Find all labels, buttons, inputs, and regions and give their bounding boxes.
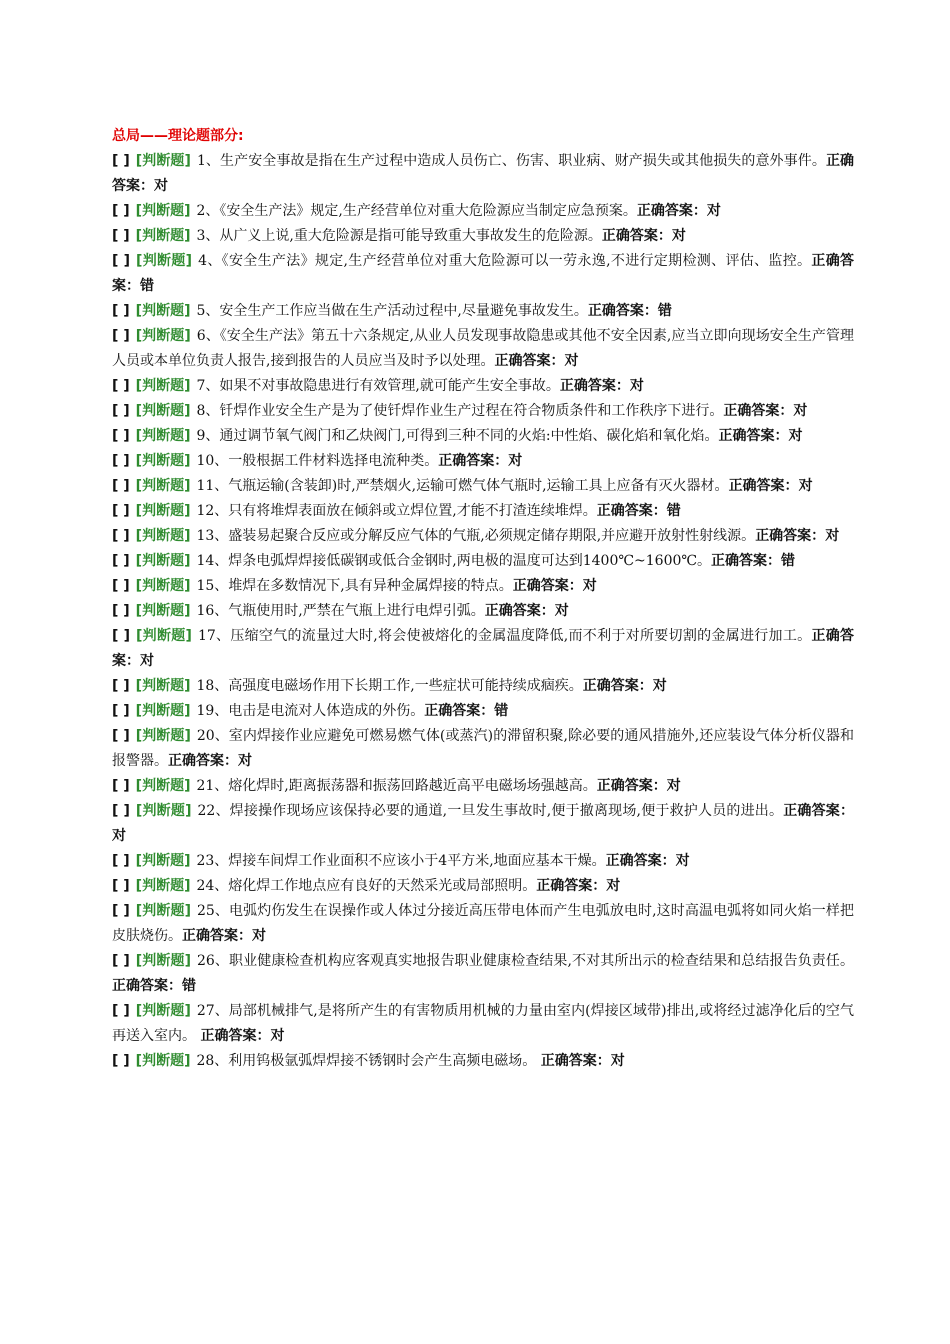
answer-bracket: [ ] <box>112 478 130 494</box>
answer-label: 正确答案： <box>540 1053 611 1069</box>
question-item <box>112 799 854 849</box>
question-text: 6、《安全生产法》第五十六条规定,从业人员发现事故隐患或其他不安全因素,应当立即向现场安全生产管理人员或本单位负责人报告,接到报告的人员应当及时予以处理。 <box>112 328 855 369</box>
question-text: 14、焊条电弧焊焊接低碳钢或低合金钢时,两电极的温度可达到1400℃~1600℃。 <box>196 553 712 569</box>
question-type-label: [判断题] <box>135 528 191 544</box>
answer-bracket: [ ] <box>112 628 130 644</box>
question-type-label: [判断题] <box>135 203 191 219</box>
question-item <box>112 624 854 674</box>
question-text: 18、高强度电磁场作用下长期工作,一些症状可能持续成痼疾。 <box>196 678 583 694</box>
question-text: 9、通过调节氧气阀门和乙炔阀门,可得到三种不同的火焰:中性焰、碳化焰和氧化焰。 <box>196 428 719 444</box>
question-text: 12、只有将堆焊表面放在倾斜或立焊位置,才能不打渣连续堆焊。 <box>196 503 597 519</box>
answer-bracket: [ ] <box>112 228 130 244</box>
answer-bracket: [ ] <box>112 603 130 619</box>
question-type-label: [判断题] <box>135 303 191 319</box>
question-item <box>112 849 854 874</box>
answer-bracket: [ ] <box>112 578 130 594</box>
answer-value: 对 <box>671 228 686 244</box>
question-type-label: [判断题] <box>135 703 191 719</box>
question-text: 11、气瓶运输(含装卸)时,严禁烟火,运输可燃气体气瓶时,运输工具上应备有灭火器材。 <box>196 478 729 494</box>
answer-label: 正确答案： <box>601 228 672 244</box>
answer-bracket: [ ] <box>112 428 130 444</box>
answer-value: 错 <box>657 303 672 319</box>
answer-label: 正确答案： <box>168 753 238 769</box>
answer-bracket: [ ] <box>112 678 130 694</box>
question-text: 7、如果不对事故隐患进行有效管理,就可能产生安全事故。 <box>196 378 560 394</box>
question-type-label: [判断题] <box>135 878 191 894</box>
question-type-label: [判断题] <box>135 678 191 694</box>
answer-value: 对 <box>582 578 597 594</box>
answer-bracket: [ ] <box>112 303 130 319</box>
question-item <box>112 1049 854 1074</box>
question-item <box>112 674 854 699</box>
question-text: 26、职业健康检查机构应客观真实地报告职业健康检查结果,不对其所出示的检查结果和总结报告负责任。 <box>197 953 855 969</box>
answer-label: 正确答案： <box>438 453 509 469</box>
answer-value: 对 <box>610 1053 625 1069</box>
question-type-label: [判断题] <box>135 478 191 494</box>
answer-bracket: [ ] <box>112 328 130 344</box>
question-item <box>112 574 854 599</box>
section-title: 总局——理论题部分: <box>112 128 244 144</box>
answer-value: 对 <box>270 1028 285 1044</box>
question-item <box>112 449 854 474</box>
answer-value: 对 <box>666 778 681 794</box>
question-item <box>112 899 854 949</box>
answer-label: 正确答案： <box>484 603 555 619</box>
answer-label: 正确答案： <box>112 628 855 669</box>
answer-label: 正确答案： <box>783 803 854 819</box>
answer-label: 正确答案： <box>182 928 252 944</box>
question-list <box>112 149 854 1074</box>
answer-value: 对 <box>252 928 266 944</box>
answer-label: 正确答案： <box>112 978 182 994</box>
question-type-label: [判断题] <box>135 328 191 344</box>
question-item <box>112 224 854 249</box>
answer-value: 错 <box>494 703 509 719</box>
answer-bracket: [ ] <box>112 1053 130 1069</box>
answer-label: 正确答案： <box>596 503 667 519</box>
answer-bracket: [ ] <box>112 553 130 569</box>
answer-value: 错 <box>140 278 154 294</box>
answer-label: 正确答案： <box>424 703 495 719</box>
question-type-label: [判断题] <box>136 253 193 269</box>
answer-label: 正确答案： <box>755 528 826 544</box>
answer-bracket: [ ] <box>112 253 130 269</box>
question-type-label: [判断题] <box>135 228 191 244</box>
question-item <box>112 324 854 374</box>
question-type-label: [判断题] <box>135 453 191 469</box>
question-type-label: [判断题] <box>135 603 191 619</box>
question-text: 24、熔化焊工作地点应有良好的天然采光或局部照明。 <box>196 878 537 894</box>
document-page <box>112 124 854 1074</box>
question-text: 19、电击是电流对人体造成的外伤。 <box>196 703 425 719</box>
question-text: 2、《安全生产法》规定,生产经营单位对重大危险源应当制定应急预案。 <box>196 203 637 219</box>
question-item <box>112 599 854 624</box>
answer-value: 对 <box>629 378 644 394</box>
answer-label: 正确答案： <box>723 403 794 419</box>
answer-value: 对 <box>798 478 813 494</box>
question-type-label: [判断题] <box>135 153 191 169</box>
question-item <box>112 199 854 224</box>
answer-label: 正确答案： <box>728 478 799 494</box>
answer-bracket: [ ] <box>112 528 130 544</box>
question-text: 3、从广义上说,重大危险源是指可能导致重大事故发生的危险源。 <box>196 228 602 244</box>
question-type-label: [判断题] <box>135 378 191 394</box>
answer-bracket: [ ] <box>112 728 130 744</box>
question-text: 5、安全生产工作应当做在生产活动过程中,尽量避免事故发生。 <box>196 303 588 319</box>
question-item <box>112 724 854 774</box>
question-text: 4、《安全生产法》规定,生产经营单位对重大危险源可以一劳永逸,不进行定期检测、评估、监控。 <box>198 253 812 269</box>
question-text: 27、局部机械排气,是将所产生的有害物质用机械的力量由室内(焊接区域带)排出,或将经过滤净化后的空气再送入室内。 <box>112 1003 855 1044</box>
question-type-label: [判断题] <box>135 428 191 444</box>
answer-value: 对 <box>154 178 168 194</box>
question-text: 13、盛装易起聚合反应或分解反应气体的气瓶,必须规定储存期限,并应避开放射性射线源。 <box>196 528 756 544</box>
question-item <box>112 474 854 499</box>
answer-bracket: [ ] <box>112 703 130 719</box>
answer-value: 对 <box>140 653 154 669</box>
answer-label: 正确答案： <box>494 353 565 369</box>
answer-label: 正确答案： <box>536 878 607 894</box>
answer-value: 错 <box>666 503 681 519</box>
question-item <box>112 949 854 999</box>
question-item <box>112 149 854 199</box>
question-item <box>112 524 854 549</box>
question-text: 25、电弧灼伤发生在误操作或人体过分接近高压带电体而产生电弧放电时,这时高温电弧将如同火焰一样把皮肤烧伤。 <box>112 903 855 944</box>
question-text: 17、压缩空气的流量过大时,将会使被熔化的金属温度降低,而不利于对所要切割的金属进行加工。 <box>197 628 812 644</box>
answer-value: 对 <box>564 353 579 369</box>
question-type-label: [判断题] <box>135 953 191 969</box>
question-type-label: [判断题] <box>135 803 192 819</box>
question-item <box>112 374 854 399</box>
answer-value: 对 <box>508 453 523 469</box>
answer-bracket: [ ] <box>112 803 130 819</box>
question-text: 10、一般根据工件材料选择电流种类。 <box>196 453 439 469</box>
question-type-label: [判断题] <box>135 553 191 569</box>
question-type-label: [判断题] <box>135 628 192 644</box>
question-text: 20、室内焊接作业应避免可燃易燃气体(或蒸汽)的滞留积聚,除必要的通风措施外,还应装设气体分析仪器和报警器。 <box>112 728 855 769</box>
answer-bracket: [ ] <box>112 853 130 869</box>
question-text: 28、利用钨极氩弧焊焊接不锈钢时会产生高频电磁场。 <box>196 1053 541 1069</box>
answer-label: 正确答案： <box>711 553 782 569</box>
answer-label: 正确答案： <box>112 153 855 194</box>
answer-bracket: [ ] <box>112 203 130 219</box>
answer-label: 正确答案： <box>587 303 658 319</box>
question-type-label: [判断题] <box>135 903 191 919</box>
answer-bracket: [ ] <box>112 378 130 394</box>
question-item <box>112 399 854 424</box>
question-type-label: [判断题] <box>135 728 191 744</box>
answer-value: 错 <box>781 553 796 569</box>
answer-label: 正确答案： <box>112 253 855 294</box>
question-type-label: [判断题] <box>135 503 191 519</box>
answer-label: 正确答案： <box>718 428 789 444</box>
question-item <box>112 699 854 724</box>
question-text: 8、钎焊作业安全生产是为了使钎焊作业生产过程在符合物质条件和工作秩序下进行。 <box>196 403 724 419</box>
answer-bracket: [ ] <box>112 878 130 894</box>
answer-label: 正确答案： <box>605 853 676 869</box>
question-type-label: [判断题] <box>135 1003 191 1019</box>
question-item <box>112 874 854 899</box>
question-item <box>112 549 854 574</box>
answer-label: 正确答案： <box>559 378 630 394</box>
question-item <box>112 774 854 799</box>
question-text: 21、熔化焊时,距离振荡器和振荡回路越近高平电磁场场强越高。 <box>196 778 597 794</box>
answer-label: 正确答案： <box>512 578 583 594</box>
question-item <box>112 299 854 324</box>
answer-value: 对 <box>652 678 667 694</box>
answer-label: 正确答案： <box>200 1028 271 1044</box>
answer-label: 正确答案： <box>636 203 707 219</box>
question-item <box>112 249 854 299</box>
answer-bracket: [ ] <box>112 903 130 919</box>
question-type-label: [判断题] <box>135 578 191 594</box>
question-item <box>112 499 854 524</box>
answer-value: 对 <box>238 753 252 769</box>
answer-bracket: [ ] <box>112 403 130 419</box>
question-text: 15、堆焊在多数情况下,具有异种金属焊接的特点。 <box>196 578 513 594</box>
answer-value: 对 <box>112 828 126 844</box>
answer-value: 对 <box>788 428 803 444</box>
question-item <box>112 424 854 449</box>
question-text: 22、焊接操作现场应该保持必要的通道,一旦发生事故时,便于撤离现场,便于救护人员的进出。 <box>197 803 784 819</box>
answer-bracket: [ ] <box>112 778 130 794</box>
question-text: 16、气瓶使用时,严禁在气瓶上进行电焊引弧。 <box>196 603 485 619</box>
answer-value: 对 <box>793 403 808 419</box>
answer-bracket: [ ] <box>112 453 130 469</box>
question-type-label: [判断题] <box>135 853 191 869</box>
answer-value: 对 <box>706 203 721 219</box>
answer-bracket: [ ] <box>112 503 130 519</box>
question-type-label: [判断题] <box>135 1053 191 1069</box>
answer-bracket: [ ] <box>112 153 130 169</box>
answer-value: 对 <box>554 603 569 619</box>
question-type-label: [判断题] <box>135 403 191 419</box>
question-type-label: [判断题] <box>135 778 191 794</box>
answer-value: 对 <box>606 878 621 894</box>
answer-bracket: [ ] <box>112 953 130 969</box>
question-text: 23、焊接车间焊工作业面积不应该小于4平方米,地面应基本干燥。 <box>196 853 606 869</box>
question-text: 1、生产安全事故是指在生产过程中造成人员伤亡、伤害、职业病、财产损失或其他损失的意外事件。 <box>196 153 826 169</box>
answer-label: 正确答案： <box>582 678 653 694</box>
question-item <box>112 999 854 1049</box>
answer-value: 对 <box>675 853 690 869</box>
answer-label: 正确答案： <box>596 778 667 794</box>
answer-bracket: [ ] <box>112 1003 130 1019</box>
answer-value: 对 <box>825 528 840 544</box>
answer-value: 错 <box>182 978 196 994</box>
